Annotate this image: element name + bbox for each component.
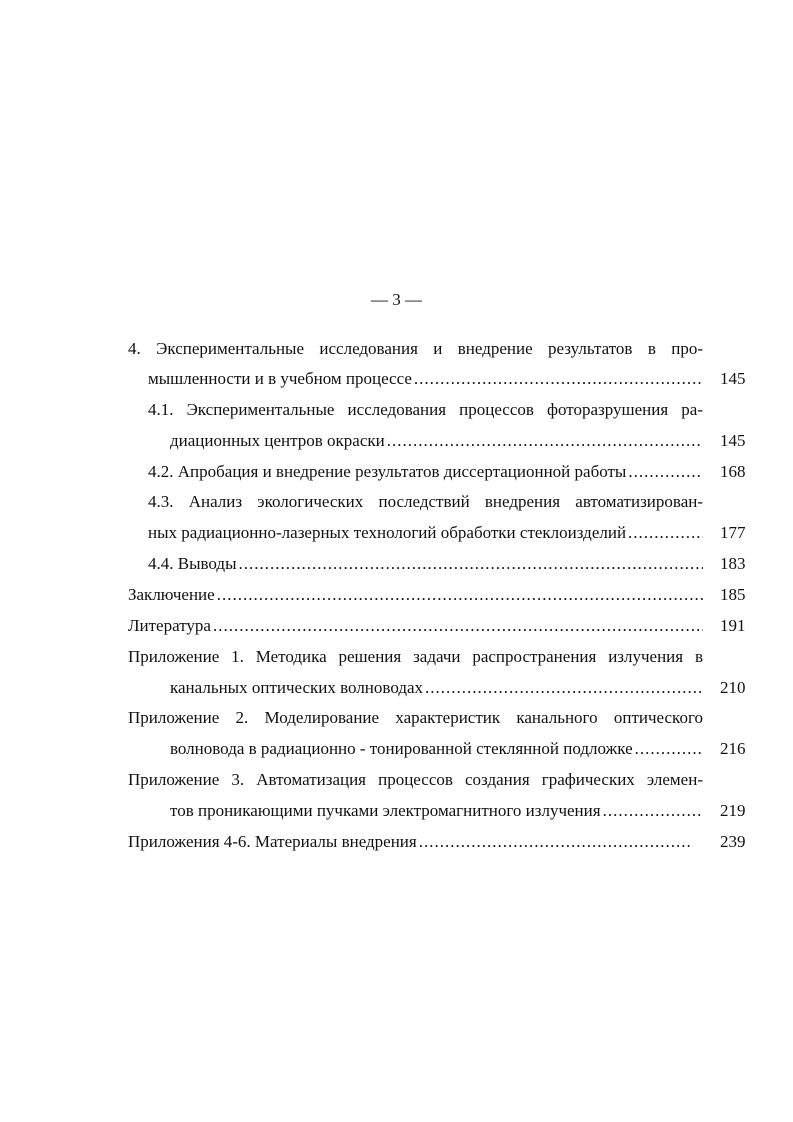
toc-entry-title: ных радиационно-лазерных технологий обработки стеклоизделий [148,523,627,542]
toc-entry[interactable] [170,431,703,451]
toc-entry[interactable] [170,678,703,698]
toc-entry-title: Литература [128,616,211,635]
toc-entry-text: 4.1. Экспериментальные исследования процессов фоторазрушения ра- [148,400,703,419]
toc-entry-title: тов проникающими пучками электромагнитного излучения [170,801,601,820]
toc-entry-title: диационных центров окраски [170,431,385,450]
toc-page-number: 185 [720,585,746,604]
toc-entry-text: 4. Экспериментальные исследования и внедрение результатов в про- [128,339,703,358]
toc-entry-text: 4.3. Анализ экологических последствий внедрения автоматизирован- [148,492,703,511]
toc-entry[interactable] [148,523,703,543]
toc-entry-text: Приложение 1. Методика решения задачи распространения излучения в [128,647,703,666]
toc-entry-title: Заключение [128,585,215,604]
toc-entry-text: Приложение 3. Автоматизация процессов создания графических элемен- [128,770,703,789]
toc-page-number: 219 [720,801,746,820]
toc-page-number: 145 [720,369,746,388]
page-number: — 3 — [371,290,422,309]
toc-entry[interactable] [128,616,703,636]
toc-entry[interactable] [128,585,703,605]
toc-entry-title: 4.2. Апробация и внедрение результатов диссертационной работы [148,462,627,481]
toc-page-number: 210 [720,678,746,697]
toc-entry[interactable] [148,369,703,389]
toc-entry-title: Приложения 4-6. Материалы внедрения [128,832,417,851]
toc-page-number: 216 [720,739,746,758]
toc-entry[interactable] [170,801,703,821]
toc-page-number: 145 [720,431,746,450]
toc-page-number: 191 [720,616,746,635]
toc-page-number: 183 [720,554,746,573]
toc-entry-title: канальных оптических волноводах [170,678,424,697]
toc-entry[interactable] [128,832,693,852]
toc-entry-title: мышленности и в учебном процессе [148,369,412,388]
toc-entry[interactable] [148,554,703,574]
toc-page-number: 177 [720,523,746,542]
toc-entry[interactable] [170,739,703,759]
toc-page-number: 168 [720,462,746,481]
toc-entry-title: волновода в радиационно - тонированной стеклянной подложке [170,739,633,758]
toc-entry[interactable] [148,462,703,482]
toc-page-number: 239 [720,832,746,851]
toc-entry-text: Приложение 2. Моделирование характеристик канального оптического [128,708,703,727]
toc-entry-title: 4.4. Выводы [148,554,237,573]
